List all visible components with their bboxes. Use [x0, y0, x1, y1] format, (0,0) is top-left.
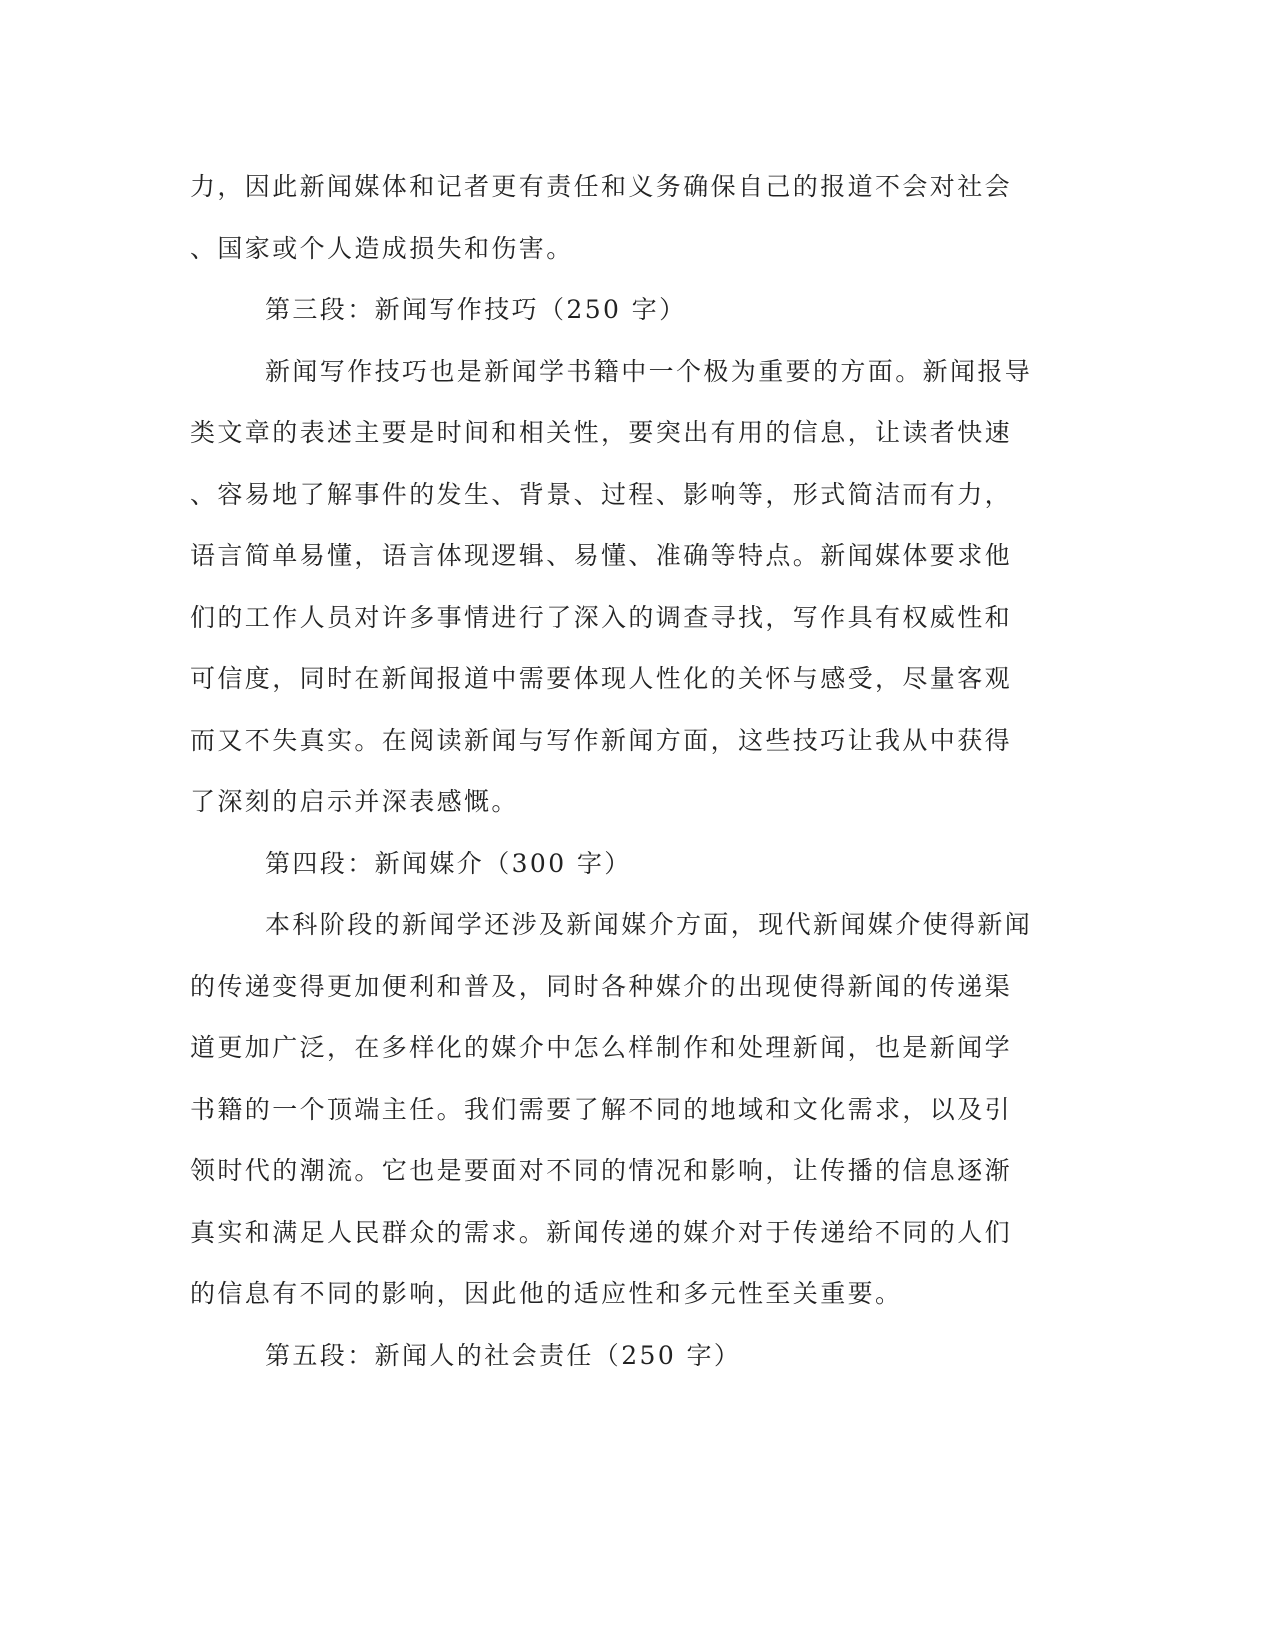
document-body	[190, 156, 1085, 1386]
paragraph-news-media: 本科阶段的新闻学还涉及新闻媒介方面，现代新闻媒介使得新闻 的传递变得更加便利和普及，同时各种媒介的出现使得新闻的传递渠 道更加广泛，在多样化的媒介中怎么样制作和处理新闻，也是新闻学 书籍的一个顶端主任。我们需要了解不同的地域和文化需求，以及引 领时代的潮流。它也是要面对不同的情况和影响，让传播的信息逐渐 真实和满足人民群众的需求。新闻传递的媒介对于传递给不同的人们 的信息有不同的影响，因此他的适应性和多元性至关重要。	[190, 910, 1033, 1308]
paragraph-continuation: 力，因此新闻媒体和记者更有责任和义务确保自己的报道不会对社会 、国家或个人造成损失和伤害。	[190, 172, 1013, 263]
section-heading-4: 第四段：新闻媒介（300 字）	[265, 848, 632, 878]
paragraph-writing-skills: 新闻写作技巧也是新闻学书籍中一个极为重要的方面。新闻报导 类文章的表述主要是时间和相关性，要突出有用的信息，让读者快速 、容易地了解事件的发生、背景、过程、影响等，形式简洁而有力， 语言简单易懂，语言体现逻辑、易懂、准确等特点。新闻媒体要求他 们的工作人员对许多事情进行了深入的调查寻找，写作具有权威性和 可信度，同时在新闻报道中需要体现人性化的关怀与感受，尽量客观 而又不失真实。在阅读新闻与写作新闻方面，这些技巧让我从中获得 了深刻的启示并深表感慨。	[190, 356, 1033, 816]
section-heading-5: 第五段：新闻人的社会责任（250 字）	[265, 1340, 742, 1370]
section-heading-3: 第三段：新闻写作技巧（250 字）	[265, 295, 687, 324]
